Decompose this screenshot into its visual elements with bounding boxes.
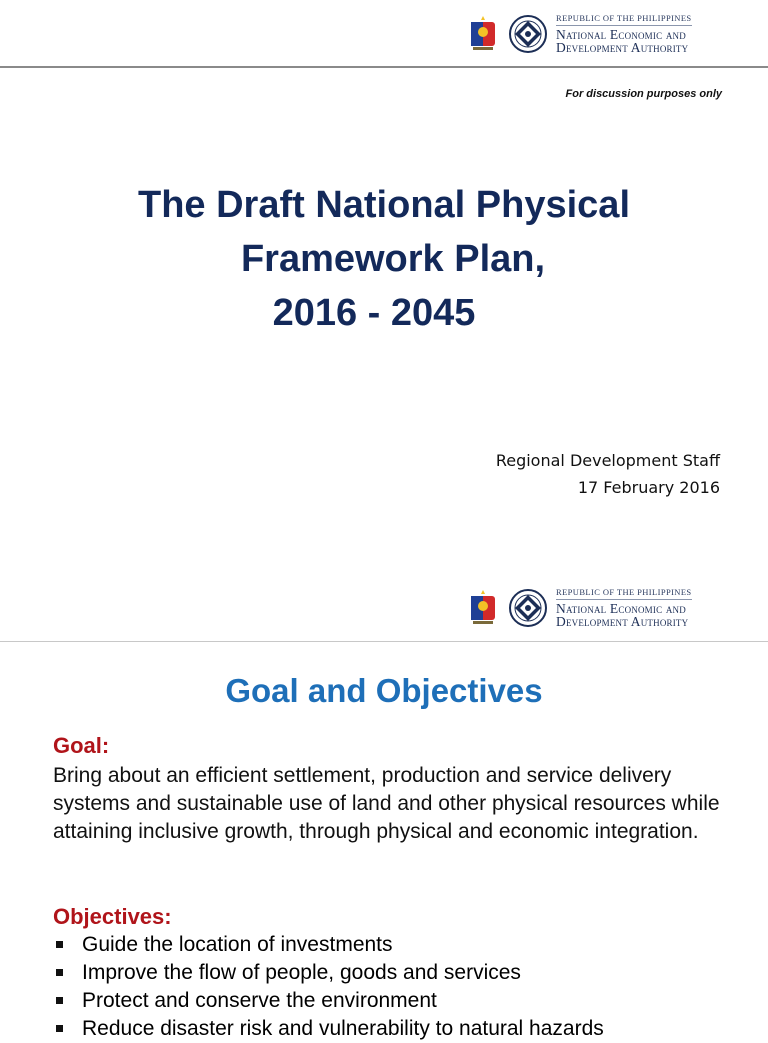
neda-logo-icon [508, 14, 548, 54]
philippine-seal-icon [466, 14, 500, 54]
objective-item: Protect and conserve the environment [53, 987, 604, 1015]
slide-title [0, 178, 768, 340]
bullet-icon [56, 969, 63, 976]
agency-line-2: Development Authority [556, 40, 689, 55]
agency-line-1: National Economic and [556, 600, 686, 616]
neda-logo-icon [508, 588, 548, 628]
goal-label: Goal: [53, 733, 110, 758]
objective-item: Reduce disaster risk and vulnerability to natural hazards [53, 1015, 604, 1043]
objectives-label: Objectives: [53, 904, 172, 929]
presentation-date: 17 February 2016 [577, 478, 720, 497]
header-logos [466, 588, 692, 629]
header-rule [0, 66, 768, 68]
bullet-icon [56, 941, 63, 948]
republic-label: REPUBLIC OF THE PHILIPPINES [556, 587, 692, 597]
bullet-icon [56, 997, 63, 1004]
title-line-1: The Draft National Physical [137, 184, 630, 226]
agency-line-1: National Economic and [556, 26, 686, 42]
bullet-icon [56, 1025, 63, 1032]
philippine-seal-icon [466, 588, 500, 628]
slide-title: Goal and Objectives [225, 672, 543, 709]
title-line-3: 2016 - 2045 [272, 292, 476, 334]
republic-label: REPUBLIC OF THE PHILIPPINES [556, 13, 692, 23]
presenter-name: Regional Development Staff [495, 451, 720, 470]
goal-text: Bring about an efficient settlement, production and service delivery systems and sustainable use of land and other physical resources while attaining inclusive growth, through physical and economic integration. [53, 764, 720, 843]
objective-item: Guide the location of investments [53, 931, 604, 959]
slide-header [0, 0, 768, 68]
presenter-block [496, 447, 720, 501]
agency-name [556, 14, 692, 55]
title-line-2: Framework Plan, [240, 238, 546, 280]
agency-name [556, 588, 692, 629]
goal-objectives-slide [0, 587, 768, 1040]
header-logos [466, 14, 692, 55]
disclaimer-note: For discussion purposes only [565, 88, 722, 100]
agency-line-2: Development Authority [556, 614, 689, 629]
objective-item: Improve the flow of people, goods and services [53, 959, 604, 987]
objectives-list [53, 931, 604, 1043]
